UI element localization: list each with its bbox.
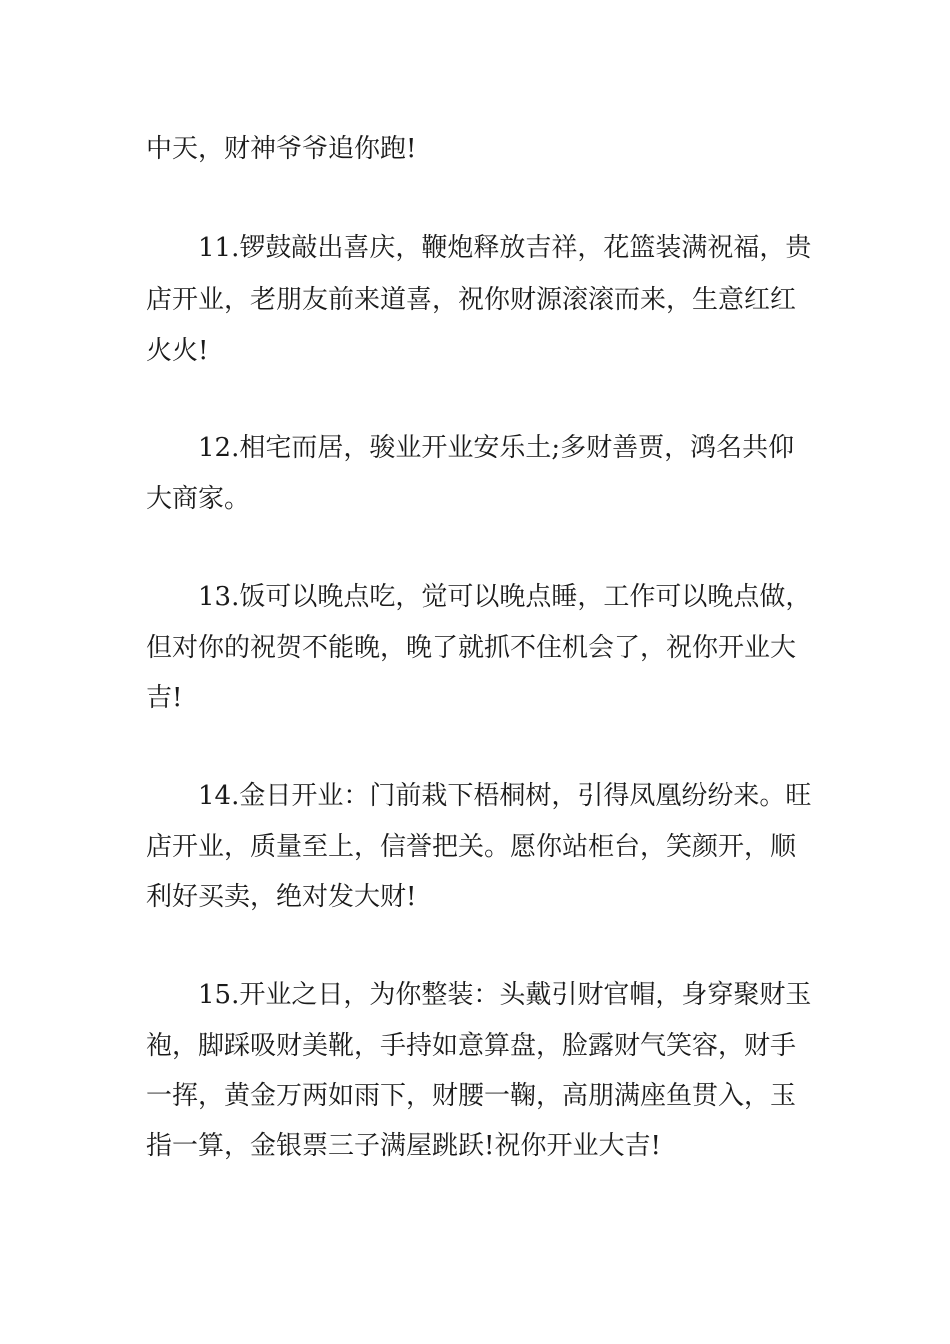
text-line: 吉! — [146, 683, 183, 713]
text-line: 店开业，质量至上，信誉把关。愿你站柜台，笑颜开，顺 — [146, 832, 797, 862]
text-line: 中天，财神爷爷追你跑! — [146, 134, 417, 164]
text-line: 袍，脚踩吸财美靴，手持如意算盘，脸露财气笑容，财手 — [146, 1031, 797, 1061]
text-line: 13.饭可以晚点吃，觉可以晚点睡，工作可以晚点做， — [198, 582, 812, 612]
text-line: 火火! — [146, 336, 209, 366]
text-line: 店开业，老朋友前来道喜，祝你财源滚滚而来，生意红红 — [146, 285, 797, 315]
text-line: 12.相宅而居，骏业开业安乐土;多财善贾，鸿名共仰 — [198, 433, 795, 463]
text-line: 指一算，金银票三子满屋跳跃!祝你开业大吉! — [146, 1131, 661, 1161]
text-line: 利好买卖，绝对发大财! — [146, 882, 417, 912]
text-line: 大商家。 — [146, 484, 251, 514]
text-line: 但对你的祝贺不能晚，晚了就抓不住机会了，祝你开业大 — [146, 633, 797, 663]
text-line: 15.开业之日，为你整装：头戴引财官帽，身穿聚财玉 — [198, 980, 812, 1010]
text-line: 11.锣鼓敲出喜庆，鞭炮释放吉祥，花篮装满祝福，贵 — [198, 233, 812, 263]
text-line: 14.金日开业：门前栽下梧桐树，引得凤凰纷纷来。旺 — [198, 781, 812, 811]
text-line: 一挥，黄金万两如雨下，财腰一鞠，高朋满座鱼贯入，玉 — [146, 1081, 797, 1111]
